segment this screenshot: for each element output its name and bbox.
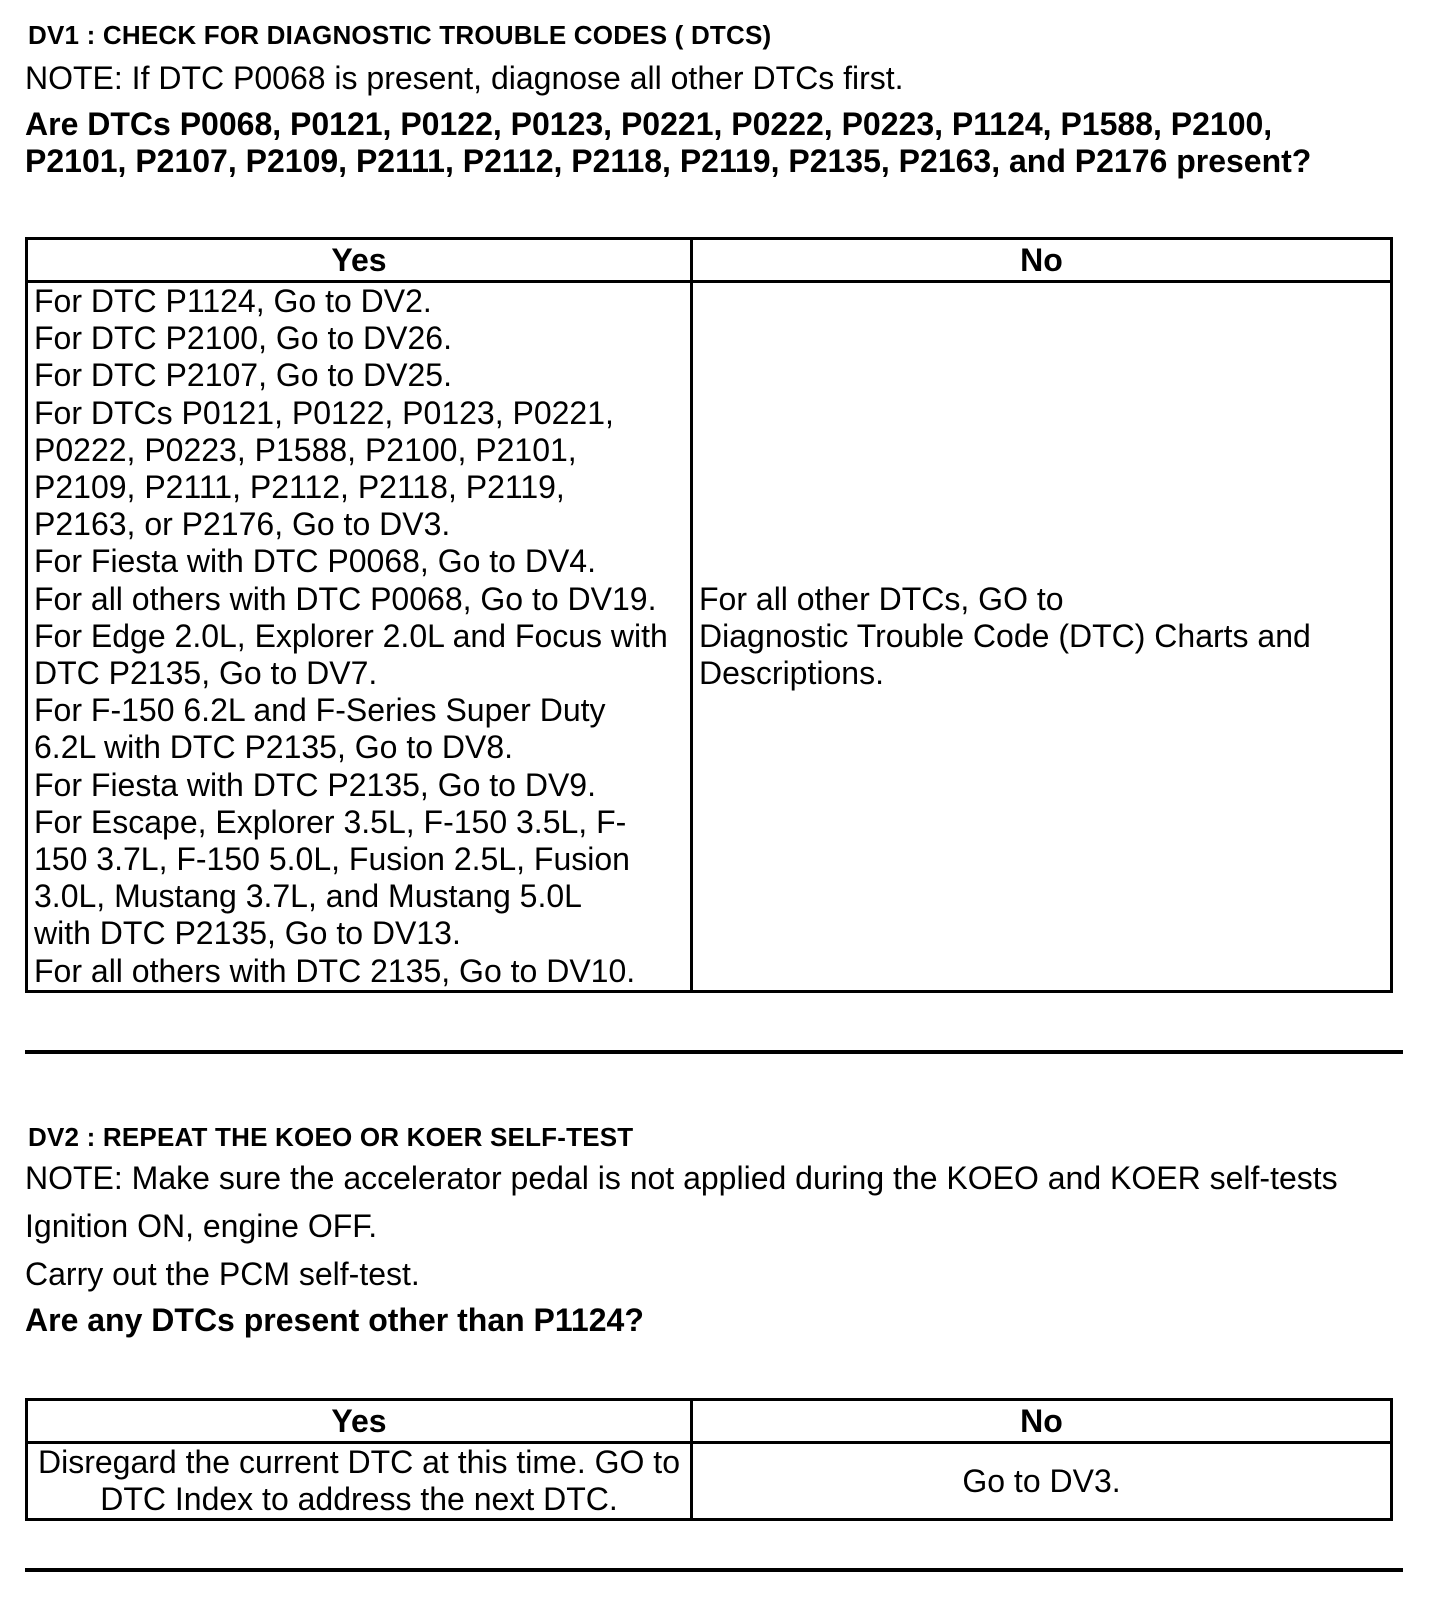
dv1-yes-line: 150 3.7L, F-150 5.0L, Fusion 2.5L, Fusion [34, 841, 630, 878]
dv1-yes-cell [27, 282, 692, 992]
dv1-yes-line: DTC P2135, Go to DV7. [34, 655, 378, 692]
dv1-yes-line: For all others with DTC 2135, Go to DV10. [34, 952, 636, 989]
section-divider [25, 1568, 1403, 1572]
dv1-yes-line: For DTC P1124, Go to DV2. [34, 283, 432, 319]
dv1-question-line: Are DTCs P0068, P0121, P0122, P0123, P0221, P0222, P0223, P1124, P1588, P2100, [25, 106, 1273, 142]
dv1-yes-line: For F-150 6.2L and F-Series Super Duty [34, 692, 606, 729]
dv1-yes-line: For Fiesta with DTC P0068, Go to DV4. [34, 543, 596, 580]
dv2-step: Ignition ON, engine OFF. [25, 1208, 378, 1244]
dv1-no-line: For all other DTCs, GO to [699, 580, 1064, 617]
dv1-title: DV1 : CHECK FOR DIAGNOSTIC TROUBLE CODES ( DTCS) [28, 20, 772, 50]
dv2-question: Are any DTCs present other than P1124? [25, 1302, 644, 1338]
dv1-no-cell [692, 282, 1392, 992]
dv1-yes-line: 3.0L, Mustang 3.7L, and Mustang 5.0L [34, 878, 582, 915]
dv2-no-cell: Go to DV3. [692, 1443, 1392, 1520]
dv2-step: Carry out the PCM self-test. [25, 1256, 420, 1292]
dv1-yes-line: For Fiesta with DTC P2135, Go to DV9. [34, 766, 596, 803]
dv2-yes-line: Disregard the current DTC at this time. GO to [38, 1444, 680, 1480]
dv1-note: NOTE: If DTC P0068 is present, diagnose all other DTCs first. [25, 60, 904, 96]
section-divider [25, 1050, 1403, 1054]
dv1-yes-line: For DTCs P0121, P0122, P0123, P0221, [34, 394, 614, 431]
dv1-table-header-row [27, 239, 1392, 282]
dv2-title: DV2 : REPEAT THE KOEO OR KOER SELF-TEST [28, 1122, 634, 1152]
dv1-yes-line: For Escape, Explorer 3.5L, F-150 3.5L, F- [34, 803, 627, 840]
dv2-no-header: No [692, 1400, 1392, 1443]
dv2-table-body-row [27, 1443, 1392, 1520]
dv1-yes-line: P0222, P0223, P1588, P2100, P2101, [34, 431, 577, 468]
dv2-table-header-row [27, 1400, 1392, 1443]
dv1-yes-line: P2163, or P2176, Go to DV3. [34, 506, 451, 543]
dv1-yes-line: For DTC P2100, Go to DV26. [34, 320, 452, 357]
dv2-yes-header: Yes [27, 1400, 692, 1443]
dv1-question-line: P2101, P2107, P2109, P2111, P2112, P2118, P2119, P2135, P2163, and P2176 present? [25, 143, 1312, 179]
dv1-table-body-row [27, 282, 1392, 992]
dv1-no-line: Diagnostic Trouble Code (DTC) Charts and [699, 617, 1311, 654]
dv1-no-header: No [692, 239, 1392, 282]
dv1-yes-line: P2109, P2111, P2112, P2118, P2119, [34, 469, 565, 506]
dv1-yes-header: Yes [27, 239, 692, 282]
dv1-yes-line: For Edge 2.0L, Explorer 2.0L and Focus with [34, 617, 668, 654]
dv1-yes-line: For all others with DTC P0068, Go to DV19. [34, 580, 657, 617]
dv1-yes-line: 6.2L with DTC P2135, Go to DV8. [34, 729, 514, 766]
dv2-decision-table [25, 1398, 1393, 1521]
dv1-no-line: Descriptions. [699, 655, 884, 692]
dv2-yes-cell [27, 1443, 692, 1520]
dv2-yes-line: DTC Index to address the next DTC. [100, 1481, 618, 1518]
dv1-decision-table [25, 237, 1393, 993]
dv1-question [25, 106, 1311, 180]
dv2-note: NOTE: Make sure the accelerator pedal is not applied during the KOEO and KOER self-tests [25, 1160, 1338, 1196]
dv1-yes-line: with DTC P2135, Go to DV13. [34, 915, 461, 952]
dv1-yes-line: For DTC P2107, Go to DV25. [34, 357, 452, 394]
